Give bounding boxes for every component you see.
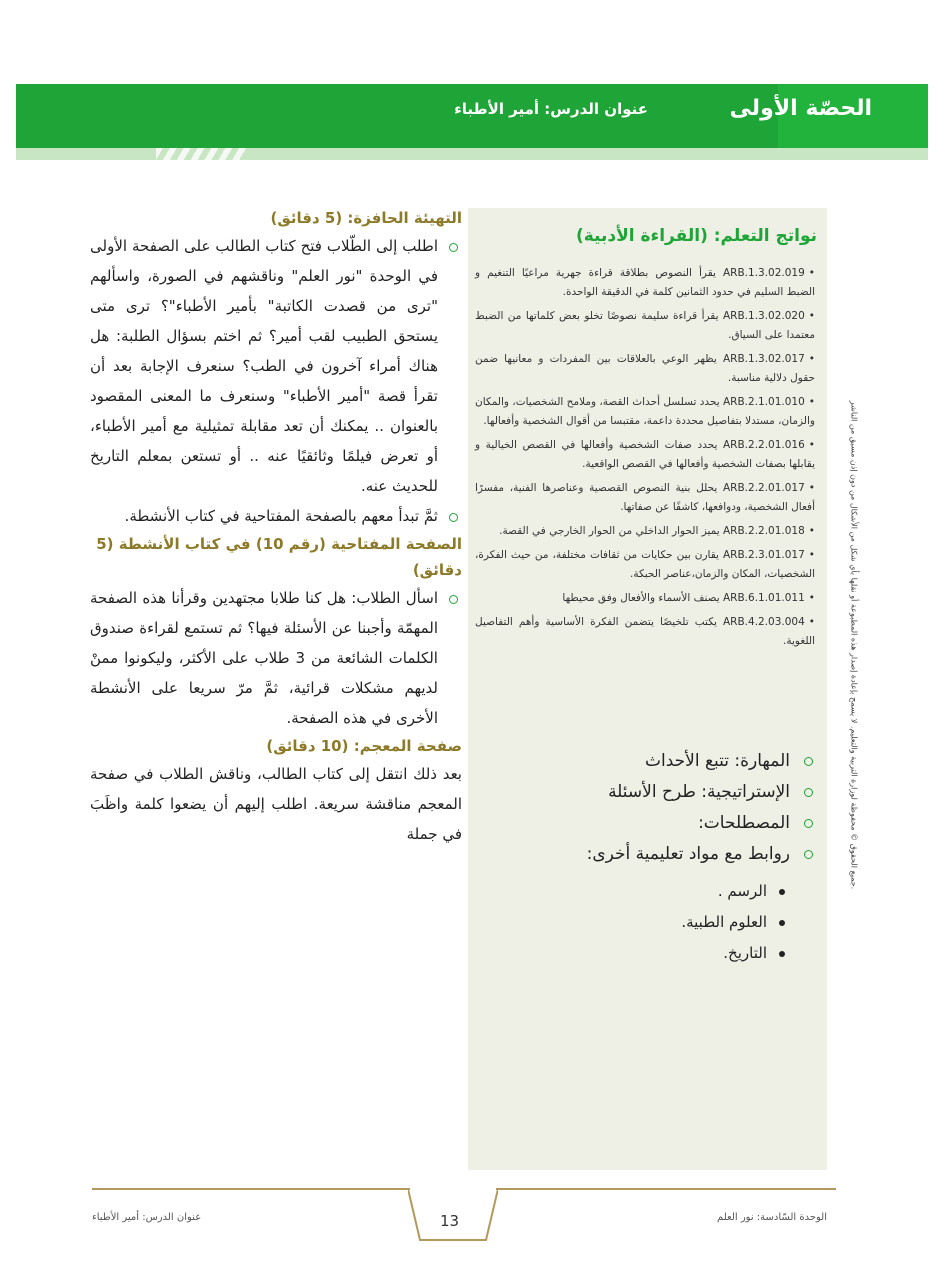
warmup-paragraph: اطلب إلى الطّلاب فتح كتاب الطالب على الصفحة الأولى في الوحدة "نور العلم" وناقشهم في الصورة، واسألهم "ترى من قصدت الكاتبة" بأمير الأطباء"؟ ترى متى يستحق الطبيب لقب أمير؟ ثم اختم بسؤال الطلبة: هل هناك أمراء آخرون في الطب؟ سنعرف الإجابة بعد أن تقرأ قصة "أمير الأطباء" وسنعرف ما المعنى المقصود بالعنوان .. يمكنك أن تعد مقابلة تمثيلية مع أمير الأطباء، أو تعرض فيلمًا وثائقيًا عنه .. أو تستعن بمعلم التاريخ للحديث عنه. (90, 231, 462, 501)
outcome-item: •ARB.1.3.02.019 يقرأ النصوص بطلاقة قراءة جهرية مراعيًا التنغيم و الضبط السليم في حدود الثمانين كلمة في الدقيقة الواحدة. (475, 267, 815, 298)
footer-unit: الوحدة السّادسة: نور العلم (717, 1212, 827, 1223)
warmup-paragraph-2: ثمَّ تبدأ معهم بالصفحة المفتاحية في كتاب الأنشطة. (90, 501, 462, 531)
outcome-item: •ARB.4.2.03.004 يكتب تلخيصًا يتضمن الفكرة الأساسية وأهم التفاصيل اللغوية. (475, 616, 815, 647)
outcomes-title: نواتج التعلم: (القراءة الأدبية) (575, 226, 817, 246)
ring-bullet-icon (449, 595, 458, 604)
warmup-heading: التهيئة الحافزة: (5 دقائق) (270, 209, 462, 227)
ring-bullet-icon (804, 757, 813, 766)
ring-bullet-icon (804, 850, 813, 859)
subject-links-list (681, 876, 785, 969)
outcome-item: •ARB.1.3.02.017 يظهر الوعي بالعلاقات بين المفردات و معانيها ضمن حقول دلالية مناسبة. (475, 353, 815, 384)
glossary-paragraph: بعد ذلك انتقل إلى كتاب الطالب، وناقش الطلاب في صفحة المعجم مناقشة سريعة. اطلب إليهم أن يضعوا كلمة واظَبَ في جملة (90, 765, 462, 843)
footer-lesson: عنوان الدرس: أمير الأطباء (92, 1212, 202, 1223)
subject-link: الرسم . (681, 876, 785, 907)
header-stripes (156, 148, 246, 160)
outcomes-list (475, 264, 815, 656)
terms-item: المصطلحات: (493, 808, 813, 839)
page-title: الحصّة الأولى (729, 96, 872, 121)
outcome-item: •ARB.2.2.01.018 يميز الحوار الداخلي من الحوار الخارجي في القصة. (499, 525, 815, 537)
lesson-title: عنوان الدرس: أمير الأطباء (454, 100, 648, 118)
main-column (90, 205, 462, 849)
ring-bullet-icon (804, 819, 813, 828)
subject-link: التاريخ. (681, 938, 785, 969)
ring-bullet-icon (449, 243, 458, 252)
dot-bullet-icon (779, 889, 785, 895)
outcome-item: •ARB.1.3.02.020 يقرأ قراءة سليمة نصوصًا تخلو بعض كلماتها من الضبط معتمدا على السياق. (475, 310, 815, 341)
footer-rule-right (496, 1188, 836, 1190)
key-page-paragraph: اسأل الطلاب: هل كنا طلابا مجتهدين وقرأنا هذه الصفحة المهمّة وأجبنا عن الأسئلة فيها؟ ثم تستمع لقراءة صندوق الكلمات الشائعة من 3 طلاب على الأكثر، وليكونوا ممنْ لديهم مشكلات قرائية، ثمَّ مرّ سريعا على الأنشطة الأخرى في هذه الصفحة. (90, 583, 462, 733)
ring-bullet-icon (449, 513, 458, 522)
key-page-heading: الصفحة المفتاحية (رقم 10) في كتاب الأنشطة (5 دقائق) (96, 535, 462, 579)
glossary-heading: صفحة المعجم: (10 دقائق) (266, 737, 462, 755)
ring-bullet-icon (804, 788, 813, 797)
footer-rule-left (92, 1188, 410, 1190)
copyright-side-note: جميع الحقوق © محفوظة لوزارة التربية والتعليم. لا يسمح بإعادة إصدار هذه المطبوعة أو نقلها بأي شكل من الأشكال من دون إذن مسبق من الناشر. (849, 400, 859, 890)
outcome-item: •ARB.2.3.01.017 يقارن بين حكايات من ثقافات مختلفة، من حيث الفكرة، الشخصيات، المكان والزمان،عناصر الحبكة. (475, 549, 815, 580)
subject-link: العلوم الطبية. (681, 907, 785, 938)
outcome-item: •ARB.2.2.01.016 يحدد صفات الشخصية وأفعالها في القصص الخيالية و يقابلها بصفات الشخصية وأفعالها في القصص الواقعية. (475, 439, 815, 470)
links-item: روابط مع مواد تعليمية أخرى: (493, 839, 813, 870)
lesson-info-list (493, 746, 813, 870)
strategy-item: الإستراتيجية: طرح الأسئلة (493, 777, 813, 808)
page-number: 13 (440, 1212, 460, 1230)
skill-item: المهارة: تتبع الأحداث (493, 746, 813, 777)
header-banner (16, 84, 928, 160)
dot-bullet-icon (779, 951, 785, 957)
outcome-item: •ARB.2.1.01.010 يحدد تسلسل أحداث القصة، وملامح الشخصيات، والمكان والزمان، مستدلا بتفاصيل محددة داعمة، مقتبسا من أقوال الشخصية وأفعالها. (475, 396, 815, 427)
outcomes-box (468, 208, 827, 1170)
outcome-item: •ARB.2.2.01.017 يحلل بنية النصوص القصصية وعناصرها الفنية، مفسرًا أفعال الشخصية، ودوافعها، كاشفًا عن صفاتها. (475, 482, 815, 513)
dot-bullet-icon (779, 920, 785, 926)
outcome-item: •ARB.6.1.01.011 يصنف الأسماء والأفعال وفق محيطها (562, 592, 815, 604)
header-strip (16, 148, 928, 160)
